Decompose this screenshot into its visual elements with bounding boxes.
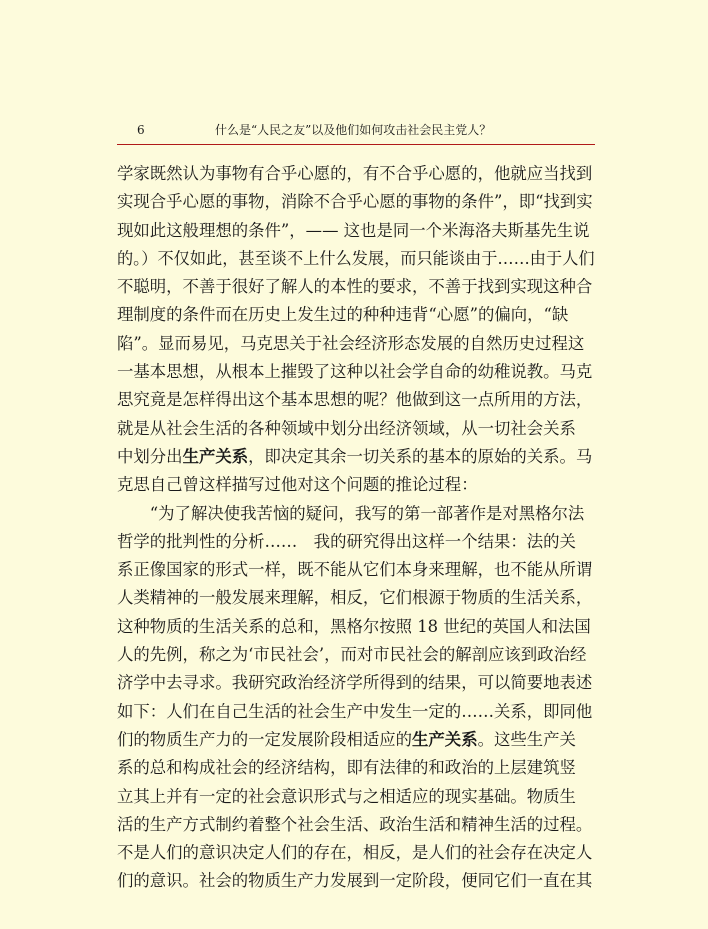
text-line: 系正像国家的形式一样，既不能从它们本身来理解，也不能从所谓 bbox=[117, 560, 593, 580]
text-line: 中划分出生产关系，即决定其余一切关系的基本的原始的关系。马 bbox=[117, 446, 593, 466]
text-line: 系的总和构成社会的经济结构，即有法律的和政治的上层建筑竖 bbox=[117, 758, 576, 778]
text-line: 济学中去寻求。我研究政治经济学所得到的结果，可以简要地表述 bbox=[117, 673, 593, 693]
text-line: 理制度的条件而在历史上发生过的种种违背“心愿”的偏向，“缺 bbox=[117, 305, 569, 325]
emphasis-production-relations: 生产关系 bbox=[412, 729, 478, 749]
text-line: 思究竟是怎样得出这个基本思想的呢？他做到这一点所用的方法， bbox=[117, 390, 593, 410]
page-header bbox=[117, 120, 595, 142]
emphasis-production-relations: 生产关系 bbox=[182, 446, 249, 466]
text-line: 就是从社会生活的各种领域中划分出经济领域，从一切社会关系 bbox=[117, 418, 576, 438]
text-line: 立其上并有一定的社会意识形式与之相适应的现实基础。物质生 bbox=[117, 786, 576, 806]
text-line: 们的物质生产力的一定发展阶段相适应的生产关系。这些生产关 bbox=[117, 729, 576, 749]
text-line: 人类精神的一般发展来理解，相反，它们根源于物质的生活关系， bbox=[117, 588, 593, 608]
text-line: 哲学的批判性的分析…… 我的研究得出这样一个结果：法的关 bbox=[117, 531, 576, 551]
text-line: 如下：人们在自己生活的社会生产中发生一定的……关系，即同他 bbox=[117, 701, 593, 721]
text-line: 陷”。显而易见，马克思关于社会经济形态发展的自然历史过程这 bbox=[117, 333, 585, 353]
text-line: 不聪明，不善于很好了解人的本性的要求，不善于找到实现这种合 bbox=[117, 277, 593, 297]
text-line: 克思自己曾这样描写过他对这个问题的推论过程： bbox=[117, 475, 478, 495]
text-line: 不是人们的意识决定人们的存在，相反，是人们的社会存在决定人 bbox=[117, 843, 593, 863]
text-line: 人的先例，称之为‘市民社会’，而对市民社会的解剖应该到政治经 bbox=[117, 645, 587, 665]
running-title: 什么是“人民之友”以及他们如何攻击社会民主党人？ bbox=[215, 123, 492, 137]
text-line: 现如此这般理想的条件”，—— 这也是同一个米海洛夫斯基先生说 bbox=[117, 220, 590, 240]
text-line: “为了解决使我苦恼的疑问，我写的第一部著作是对黑格尔法 bbox=[117, 503, 585, 523]
text-line: 学家既然认为事物有合乎心愿的，有不合乎心愿的，他就应当找到 bbox=[117, 164, 593, 183]
text-line: 们的意识。社会的物质生产力发展到一定阶段，便同它们一直在其 bbox=[117, 871, 593, 891]
body-text bbox=[117, 160, 595, 896]
text-line: 一基本思想，从根本上摧毁了这种以社会学自命的幼稚说教。马克 bbox=[117, 362, 593, 382]
text-line: 的。）不仅如此，甚至谈不上什么发展，而只能谈由于……由于人们 bbox=[117, 248, 595, 268]
text-line: 这种物质的生活关系的总和，黑格尔按照 18 世纪的英国人和法国 bbox=[117, 616, 591, 636]
text-line: 活的生产方式制约着整个社会生活、政治生活和精神生活的过程。 bbox=[117, 814, 593, 834]
page-number: 6 bbox=[137, 123, 145, 137]
header-rule bbox=[117, 144, 595, 145]
text-line: 实现合乎心愿的事物，消除不合乎心愿的事物的条件”，即“找到实 bbox=[117, 192, 593, 212]
